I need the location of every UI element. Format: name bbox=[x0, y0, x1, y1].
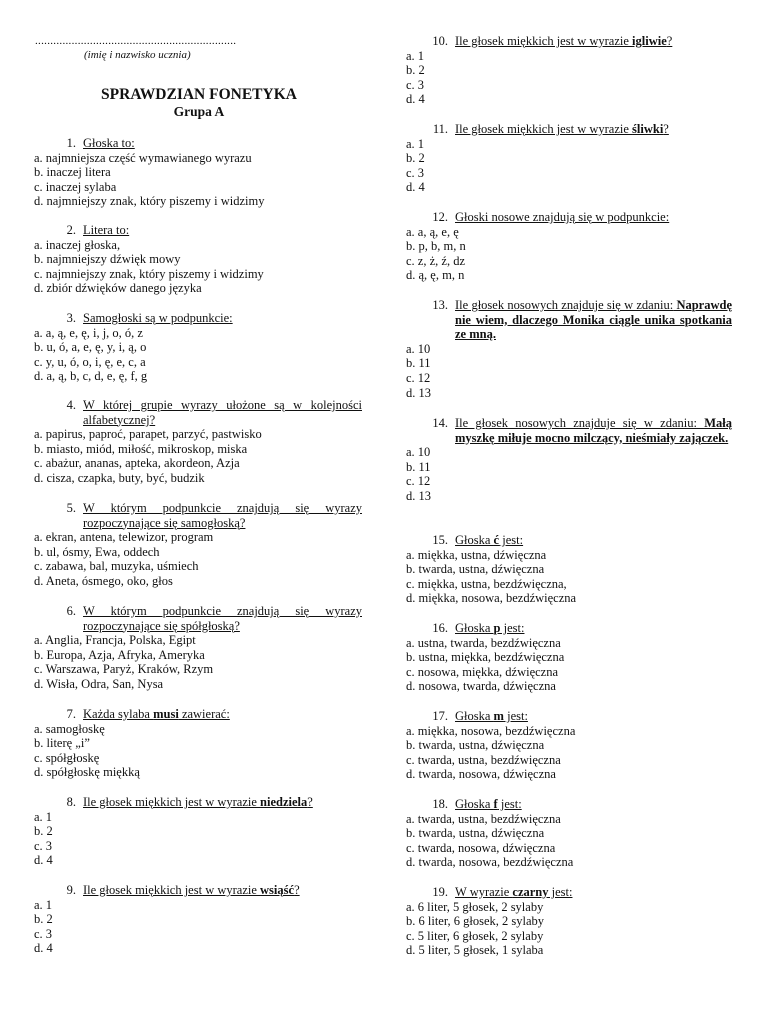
answer-option[interactable]: a. Anglia, Francja, Polska, Egipt bbox=[34, 633, 196, 648]
answer-option[interactable]: b. ul, ósmy, Ewa, oddech bbox=[34, 544, 160, 559]
answer-option[interactable]: b. 2 bbox=[34, 824, 53, 839]
question-number: 4. bbox=[66, 398, 76, 412]
question-8 bbox=[34, 795, 362, 868]
answer-option[interactable]: d. twarda, nosowa, dźwięczna bbox=[406, 767, 556, 782]
question-1 bbox=[34, 136, 362, 209]
answer-option[interactable]: a. 10 bbox=[406, 341, 431, 356]
answer-option[interactable]: a. a, ą, e, ę, i, j, o, ó, z bbox=[34, 325, 143, 340]
question-text: Ile głosek nosowych znajduje się w zdaniu: Naprawdę nie wiem, dlaczego Monika ciągle unika spotkania ze mną. bbox=[455, 298, 732, 342]
question-7 bbox=[34, 707, 362, 780]
answer-option[interactable]: a. samogłoskę bbox=[34, 721, 105, 736]
question-number: 15. bbox=[432, 533, 448, 547]
answer-option[interactable]: a. miękka, ustna, dźwięczna bbox=[406, 547, 547, 562]
answer-option[interactable]: c. 3 bbox=[406, 77, 425, 92]
answer-option[interactable]: d. nosowa, twarda, dźwięczna bbox=[406, 679, 556, 694]
question-text: Litera to: bbox=[83, 223, 130, 237]
question-number: 16. bbox=[432, 621, 448, 635]
question-2 bbox=[34, 223, 362, 296]
answer-option[interactable]: c. inaczej sylaba bbox=[34, 179, 117, 194]
answer-option[interactable]: b. literę „i” bbox=[34, 736, 90, 751]
question-text: Ile głosek miękkich jest w wyrazie niedziela? bbox=[83, 795, 313, 809]
answer-option[interactable]: b. Europa, Azja, Afryka, Ameryka bbox=[34, 647, 205, 662]
question-number: 6. bbox=[66, 604, 76, 618]
answer-option[interactable]: b. 2 bbox=[406, 63, 425, 78]
answer-option[interactable]: c. najmniejszy znak, który piszemy i widzimy bbox=[34, 266, 264, 281]
question-text: Głoski nosowe znajdują się w podpunkcie: bbox=[455, 210, 670, 224]
answer-option[interactable]: d. najmniejszy znak, który piszemy i widzimy bbox=[34, 194, 265, 209]
answer-option[interactable]: d. 5 liter, 5 głosek, 1 sylaba bbox=[406, 943, 544, 958]
question-4 bbox=[34, 398, 362, 486]
answer-option[interactable]: d. 4 bbox=[34, 853, 53, 868]
question-number: 5. bbox=[66, 501, 76, 515]
answer-option[interactable]: b. u, ó, a, e, ę, y, i, ą, o bbox=[34, 340, 147, 355]
answer-option[interactable]: b. 2 bbox=[34, 912, 53, 927]
answer-option[interactable]: a. 1 bbox=[34, 809, 53, 824]
question-text: W której grupie wyrazy ułożone są w kolejności alfabetycznej? bbox=[83, 398, 362, 427]
question-text: W którym podpunkcie znajdują się wyrazy rozpoczynające się spółgłoską? bbox=[83, 604, 362, 633]
question-11 bbox=[406, 122, 732, 195]
answer-option[interactable]: d. Aneta, ósmego, oko, głos bbox=[34, 573, 173, 588]
answer-option[interactable]: a. a, ą, e, ę bbox=[406, 224, 459, 239]
answer-option[interactable]: d. ą, ę, m, n bbox=[406, 268, 465, 283]
answer-option[interactable]: a. twarda, ustna, bezdźwięczna bbox=[406, 811, 561, 826]
answer-option[interactable]: c. abażur, ananas, apteka, akordeon, Azja bbox=[34, 456, 240, 471]
answer-option[interactable]: b. 11 bbox=[406, 459, 431, 474]
answer-option[interactable]: d. spółgłoskę miękką bbox=[34, 765, 140, 780]
question-number: 9. bbox=[66, 883, 76, 897]
test-group: Grupa A bbox=[173, 104, 225, 119]
answer-option[interactable]: a. 10 bbox=[406, 445, 431, 460]
answer-option[interactable]: c. nosowa, miękka, dźwięczna bbox=[406, 664, 559, 679]
question-text: Ile głosek miękkich jest w wyrazie wsiąść? bbox=[83, 883, 300, 897]
answer-option[interactable]: d. miękka, nosowa, bezdźwięczna bbox=[406, 591, 577, 606]
answer-option[interactable]: c. z, ż, ź, dz bbox=[406, 253, 465, 268]
answer-option[interactable]: c. 3 bbox=[406, 165, 425, 180]
answer-option[interactable]: a. 6 liter, 5 głosek, 2 sylaby bbox=[406, 899, 544, 914]
answer-option[interactable]: d. 4 bbox=[34, 941, 53, 956]
question-number: 12. bbox=[432, 210, 448, 224]
question-14 bbox=[406, 416, 732, 504]
answer-option[interactable]: a. ekran, antena, telewizor, program bbox=[34, 530, 214, 545]
answer-option[interactable]: d. 4 bbox=[406, 92, 425, 107]
question-number: 17. bbox=[432, 709, 448, 723]
question-number: 19. bbox=[432, 885, 448, 899]
question-number: 11. bbox=[432, 122, 448, 136]
answer-option[interactable]: c. spółgłoskę bbox=[34, 750, 100, 765]
question-number: 7. bbox=[66, 707, 76, 721]
answer-option[interactable]: d. 13 bbox=[406, 385, 431, 400]
question-text: W wyrazie czarny jest: bbox=[455, 885, 573, 899]
question-15 bbox=[406, 533, 732, 606]
answer-option[interactable]: b. twarda, ustna, dźwięczna bbox=[406, 738, 545, 753]
answer-option[interactable]: d. Wisła, Odra, San, Nysa bbox=[34, 676, 164, 691]
answer-option[interactable]: a. ustna, twarda, bezdźwięczna bbox=[406, 635, 561, 650]
answer-option[interactable]: c. twarda, nosowa, dźwięczna bbox=[406, 840, 556, 855]
answer-option[interactable]: d. a, ą, b, c, d, e, ę, f, g bbox=[34, 369, 148, 384]
answer-option[interactable]: d. 4 bbox=[406, 180, 425, 195]
question-5 bbox=[34, 501, 362, 589]
student-name-line[interactable]: .................................................................. bbox=[35, 35, 237, 47]
answer-option[interactable]: c. twarda, ustna, bezdźwięczna bbox=[406, 752, 561, 767]
answer-option[interactable]: c. 12 bbox=[406, 474, 431, 489]
question-text: Ile głosek miękkich jest w wyrazie śliwki? bbox=[455, 122, 669, 136]
question-text: Ile głosek miękkich jest w wyrazie igliwie? bbox=[455, 34, 673, 48]
answer-option[interactable]: c. 3 bbox=[34, 926, 53, 941]
answer-option[interactable]: d. 13 bbox=[406, 488, 431, 503]
question-text: Ile głosek nosowych znajduje się w zdaniu: Małą myszkę miłuje mocno milczący, nieśmiały zajączek. bbox=[455, 416, 732, 445]
question-text: Głoska m jest: bbox=[455, 709, 528, 723]
question-number: 3. bbox=[66, 311, 76, 325]
answer-option[interactable]: d. cisza, czapka, buty, być, budzik bbox=[34, 470, 205, 485]
answer-option[interactable]: a. najmniejsza część wymawianego wyrazu bbox=[34, 150, 252, 165]
question-number: 14. bbox=[432, 416, 448, 430]
answer-option[interactable]: b. 11 bbox=[406, 356, 431, 371]
question-text: Samogłoski są w podpunkcie: bbox=[83, 311, 233, 325]
question-number: 2. bbox=[66, 223, 76, 237]
question-18 bbox=[406, 797, 732, 870]
question-16 bbox=[406, 621, 732, 694]
answer-option[interactable]: b. p, b, m, n bbox=[406, 239, 466, 254]
question-number: 8. bbox=[66, 795, 76, 809]
answer-option[interactable]: d. twarda, nosowa, bezdźwięczna bbox=[406, 855, 574, 870]
question-text: W którym podpunkcie znajdują się wyrazy rozpoczynające się samogłoską? bbox=[83, 501, 362, 530]
answer-option[interactable]: b. ustna, miękka, bezdźwięczna bbox=[406, 650, 565, 665]
answer-option[interactable]: a. miękka, nosowa, bezdźwięczna bbox=[406, 723, 576, 738]
answer-option[interactable]: c. 3 bbox=[34, 838, 53, 853]
answer-option[interactable]: a. 1 bbox=[406, 48, 425, 63]
answer-option[interactable]: b. najmniejszy dźwięk mowy bbox=[34, 252, 181, 267]
answer-option[interactable]: b. 2 bbox=[406, 151, 425, 166]
answer-option[interactable]: c. 12 bbox=[406, 370, 431, 385]
answer-option[interactable]: a. 1 bbox=[34, 897, 53, 912]
question-text: Każda sylaba musi zawierać: bbox=[83, 707, 230, 721]
question-10 bbox=[406, 34, 732, 107]
answer-option[interactable]: c. Warszawa, Paryż, Kraków, Rzym bbox=[34, 662, 214, 677]
question-number: 18. bbox=[432, 797, 448, 811]
question-text: Głoska to: bbox=[83, 136, 135, 150]
answer-option[interactable]: b. inaczej litera bbox=[34, 165, 111, 180]
question-19 bbox=[406, 885, 732, 958]
answer-option[interactable]: c. miękka, ustna, bezdźwięczna, bbox=[406, 576, 567, 591]
answer-option[interactable]: d. zbiór dźwięków danego języka bbox=[34, 281, 202, 296]
answer-option[interactable]: b. twarda, ustna, dźwięczna bbox=[406, 826, 545, 841]
answer-option[interactable]: b. 6 liter, 6 głosek, 2 sylaby bbox=[406, 914, 545, 929]
answer-option[interactable]: a. papirus, paproć, parapet, parzyć, pastwisko bbox=[34, 427, 262, 442]
answer-option[interactable]: a. inaczej głoska, bbox=[34, 237, 121, 252]
question-6 bbox=[34, 604, 362, 692]
answer-option[interactable]: c. 5 liter, 6 głosek, 2 sylaby bbox=[406, 928, 544, 943]
question-text: Głoska f jest: bbox=[455, 797, 522, 811]
test-title: SPRAWDZIAN FONETYKA bbox=[101, 86, 297, 103]
answer-option[interactable]: c. y, u, ó, o, i, ę, e, c, a bbox=[34, 354, 146, 369]
question-text: Głoska ć jest: bbox=[455, 533, 524, 547]
answer-option[interactable]: a. 1 bbox=[406, 136, 425, 151]
question-number: 10. bbox=[432, 34, 448, 48]
question-text: Głoska p jest: bbox=[455, 621, 525, 635]
student-name-caption: (imię i nazwisko ucznia) bbox=[84, 49, 191, 61]
question-3 bbox=[34, 311, 362, 384]
answer-option[interactable]: b. miasto, miód, miłość, mikroskop, miska bbox=[34, 441, 248, 456]
question-13 bbox=[406, 298, 732, 400]
question-number: 1. bbox=[66, 136, 76, 150]
question-12 bbox=[406, 210, 732, 283]
question-number: 13. bbox=[432, 298, 448, 312]
question-17 bbox=[406, 709, 732, 782]
answer-option[interactable]: b. twarda, ustna, dźwięczna bbox=[406, 562, 545, 577]
question-9 bbox=[34, 883, 362, 956]
answer-option[interactable]: c. zabawa, bal, muzyka, uśmiech bbox=[34, 559, 199, 574]
